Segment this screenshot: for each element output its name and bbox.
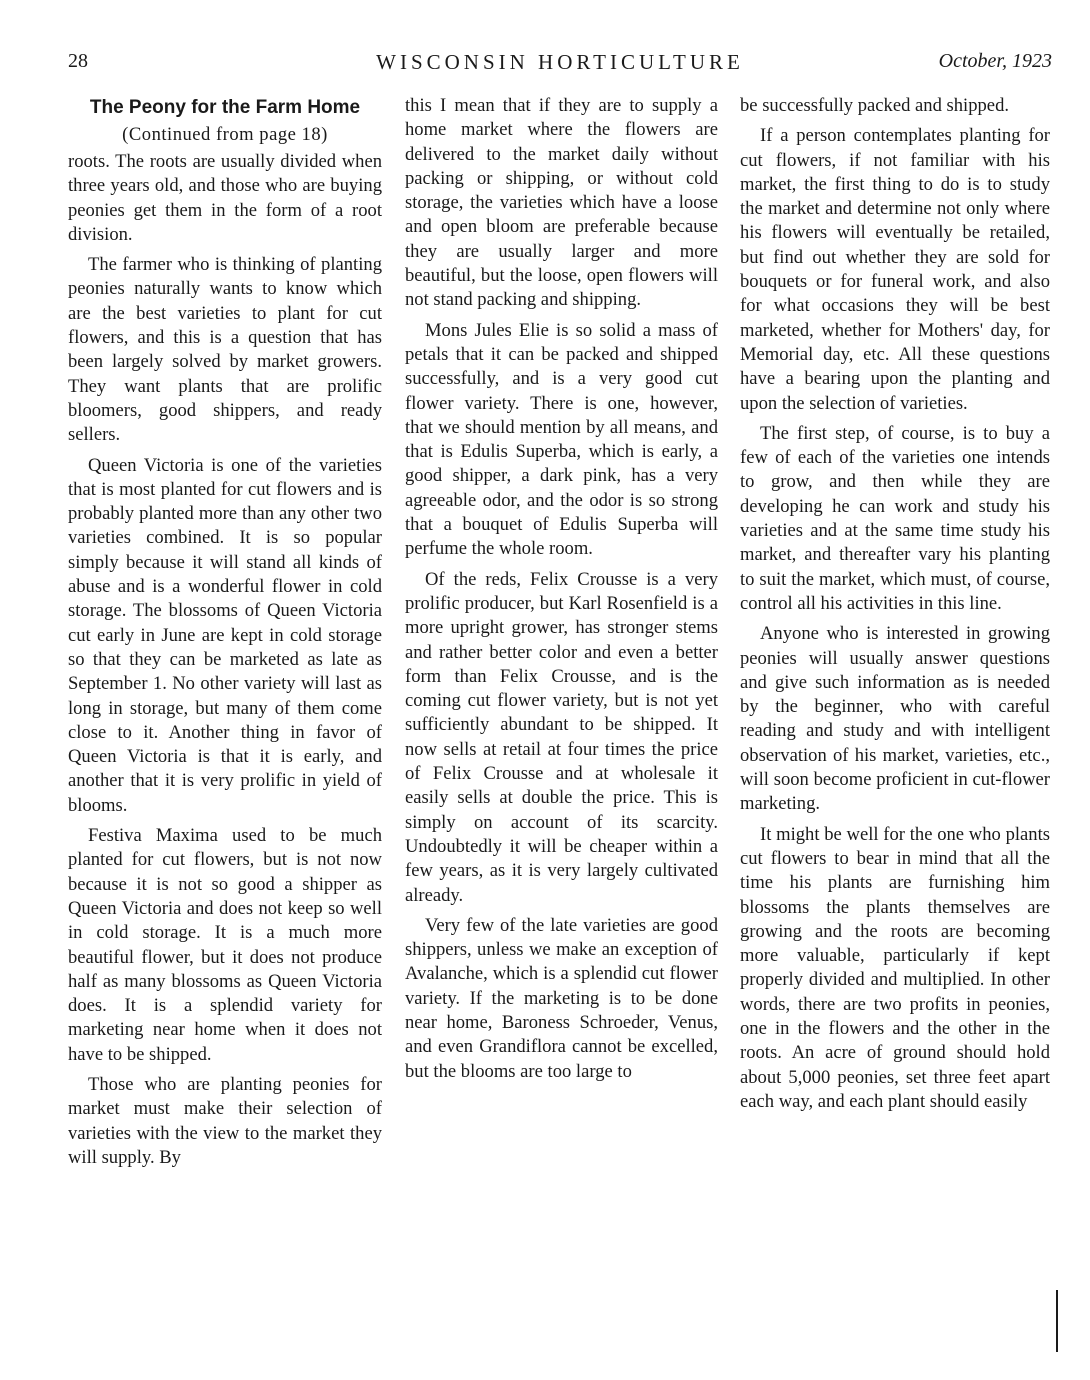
paragraph: be successfully packed and shipped. [740, 95, 1010, 116]
paragraph: roots. The roots are usually divided when three years old, and those who are buying peonies get them in the form of a root division. [68, 151, 382, 245]
text-column-2 [405, 94, 718, 1084]
column-end-rule [1056, 1290, 1058, 1352]
page-number: 28 [68, 50, 88, 72]
text-column-1 [68, 94, 382, 1170]
text-column-3 [740, 94, 1050, 1114]
paragraph: It might be well for the one who plants cut flowers to bear in mind that all the time his plants are furnishing him blossoms the plants themselves are growing and the roots are becoming more valuable, particularly if kept properly divided and multiplied. In other words, there are two profits in peonies, one in the flowers and the other in the roots. An acre of ground should hold about 5,000 peonies, set three feet apart each way, and each plant should easily [740, 823, 1050, 1112]
paragraph: Mons Jules Elie is so solid a mass of petals that it can be packed and shipped successfully, and is a very good cut flower variety. There is one, however, that we should mention by all means, and that is Edulis Superba, which is early, a good shipper, a dark pink, has a very agreeable odor, and the odor is so strong that a bouquet of Edulis Superba will perfume the whole room. [405, 319, 718, 560]
paragraph: this I mean that if they are to supply a home market where the flowers are delivered to the market daily without packing or shipping, or without cold storage, the varieties which have a loose and open bloom are preferable because they are usually larger and more beautiful, but the loose, open flowers will not stand packing and shipping. [405, 95, 718, 311]
paragraph: Those who are planting peonies for market must make their selection of varieties with the view to the market they will supply. By [68, 1073, 382, 1168]
paragraph: The first step, of course, is to buy a few of each of the varieties one intends to grow, and then while they are developing he can work and study his varieties and at the same time study his market, and thereafter vary his planting to suit the market, which must, of course, control all his activities in this line. [740, 422, 1050, 614]
paragraph: Of the reds, Felix Crousse is a very prolific producer, but Karl Rosenfield is a more upright grower, has stronger stems and rather better color and even a better form than Felix Crousse, and is the coming cut flower variety, but is not yet sufficiently abundant to be shipped. It now sells at retail at four times the price of Felix Crousse and at wholesale it easily sells at double the price. This is simply on account of its scarcity. Undoubtedly it will be cheaper within a few years, as it is very largely cultivated already. [405, 568, 718, 906]
journal-title: WISCONSIN HORTICULTURE [376, 50, 744, 74]
page-header [68, 50, 1052, 78]
article-title: The Peony for the Farm Home [89, 97, 361, 118]
paragraph: Anyone who is interested in growing peonies will usually answer questions and give such information as is needed by the beginner, who with careful reading and study and with intelligent observation of his market, varieties, etc., will soon become proficient in cut-flower marketing. [740, 623, 1050, 815]
continued-note: (Continued from page 18) [122, 124, 328, 145]
paragraph: The farmer who is thinking of planting peonies naturally wants to know which are the best varieties to plant for cut flowers, and this is a question that has been largely solved by market growers. They want plants that are prolific bloomers, good shippers, and ready sellers. [68, 254, 382, 446]
paragraph: Queen Victoria is one of the varieties that is most planted for cut flowers and is probably planted more than any other two varieties combined. It is so popular simply because it will stand all kinds of abuse and is a wonderful flower in cold storage. The blossoms of Queen Victoria cut early in June are kept in cold storage so that they can be marketed as late as September 1. No other variety will last as long in storage, but many of them come close to it. Another thing in favor of Queen Victoria is that it is early, and another that it is very prolific in yield of blooms. [68, 454, 382, 816]
paragraph: Festiva Maxima used to be much planted for cut flowers, but is not now because it is not so good a shipper as Queen Victoria and does not keep so well in cold storage. It is a much more beautiful flower, but it does not produce half as many blossoms as Queen Victoria does. It is a splendid variety for marketing near home when it does not have to be shipped. [68, 825, 382, 1065]
paragraph: Very few of the late varieties are good shippers, unless we make an exception of Avalanche, which is a splendid cut flower variety. If the marketing is to be done near home, Baroness Schroeder, Venus, and even Grandiflora cannot be excelled, but the blooms are too large to [405, 914, 718, 1082]
paragraph: If a person contemplates planting for cut flowers, if not familiar with his market, the first thing to do is to study the market and determine not only where his flowers will eventually be retailed, but find out whether they are sold for bouquets or for funeral work, and also for what occasions they will be best marketed, whether for Mothers' day, for Memorial day, etc. All these questions have a bearing upon the planting and upon the selection of varieties. [740, 125, 1050, 414]
issue-date: October, 1923 [938, 50, 1052, 72]
